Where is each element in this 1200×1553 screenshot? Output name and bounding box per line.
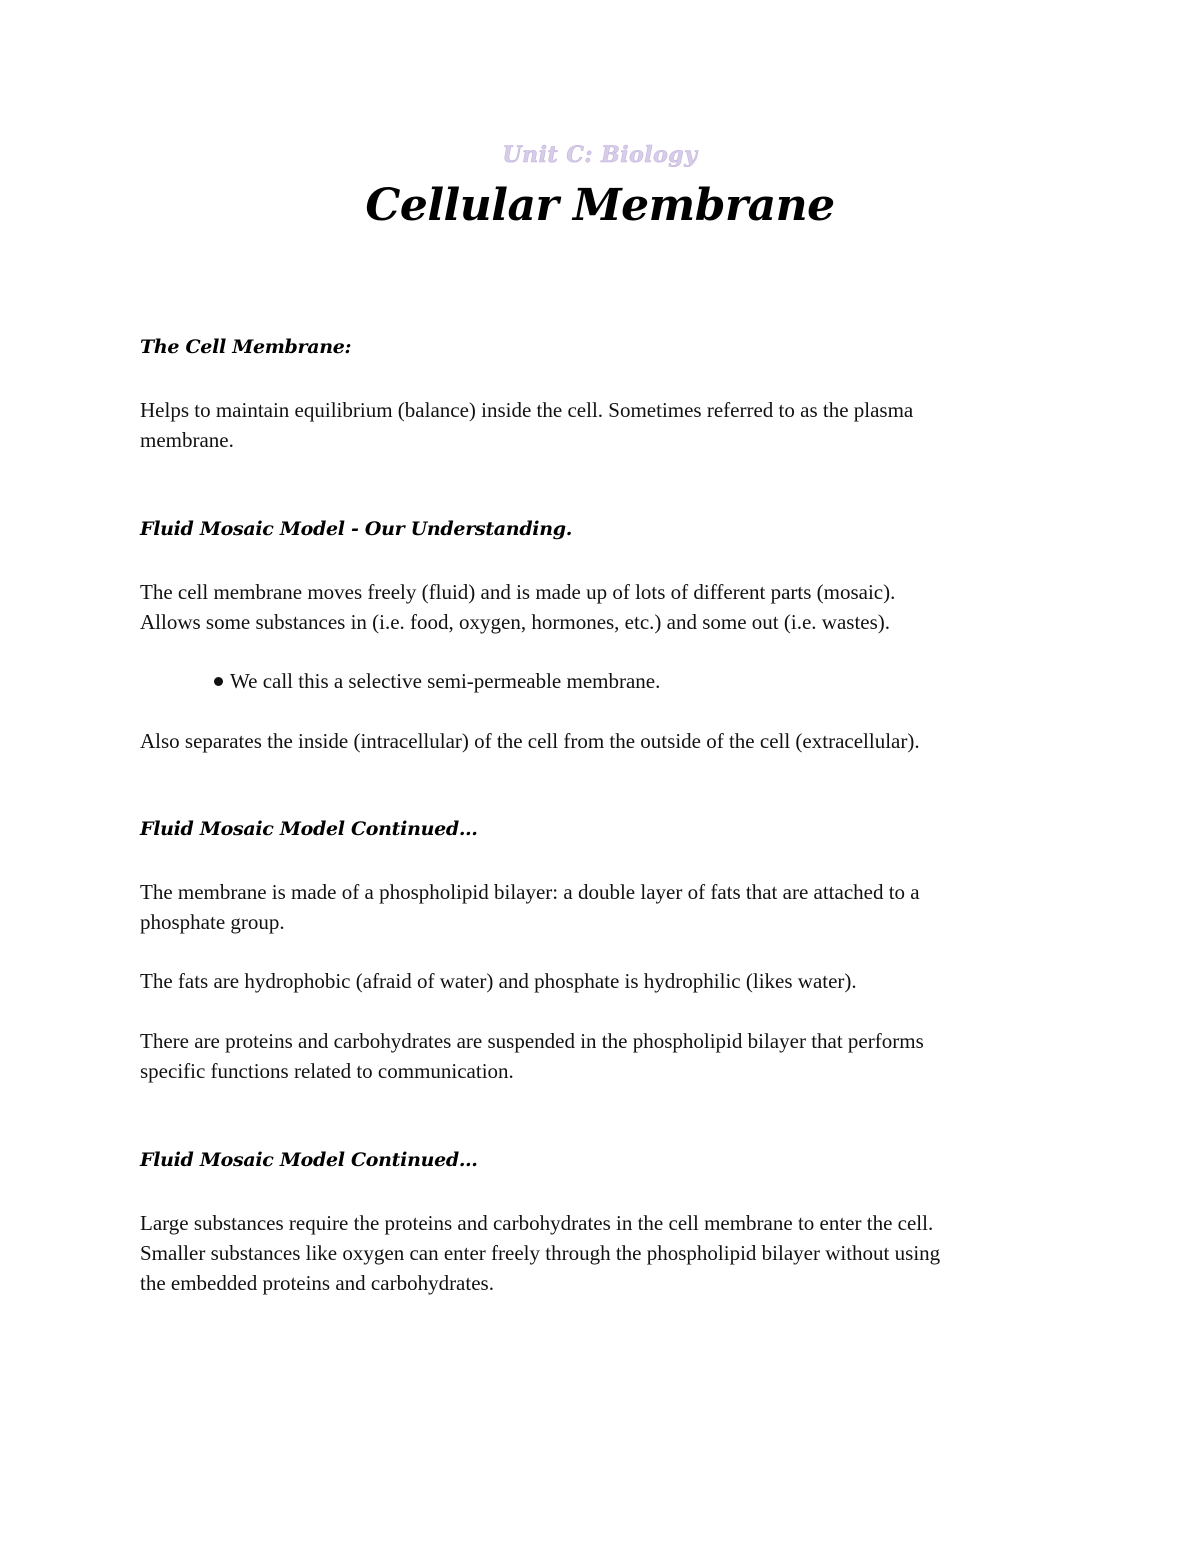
paragraph-line: Helps to maintain equilibrium (balance) inside the cell. Sometimes referred to as the plasma (140, 398, 914, 422)
paragraph-line: the embedded proteins and carbohydrates. (140, 1271, 494, 1295)
paragraph-separates (140, 726, 1070, 756)
paragraph-line: Also separates the inside (intracellular) of the cell from the outside of the cell (extracellular). (140, 729, 920, 753)
paragraph-hydrophobic (140, 966, 1070, 996)
bullet-text: We call this a selective semi-permeable membrane. (230, 669, 661, 693)
paragraph-line: Large substances require the proteins and carbohydrates in the cell membrane to enter the cell. (140, 1211, 934, 1235)
page-title: Cellular Membrane (365, 180, 835, 231)
paragraph-equilibrium (140, 395, 1070, 455)
paragraph-line: phosphate group. (140, 910, 285, 934)
unit-label: Unit C: Biology (502, 142, 698, 168)
paragraph-line: There are proteins and carbohydrates are suspended in the phospholipid bilayer that performs (140, 1029, 924, 1053)
section-heading-continued-2: Fluid Mosaic Model Continued… (140, 1149, 478, 1171)
paragraph-large-substances (140, 1208, 1070, 1298)
paragraph-line: Allows some substances in (i.e. food, oxygen, hormones, etc.) and some out (i.e. wastes). (140, 610, 891, 634)
section-heading-fluid-mosaic: Fluid Mosaic Model - Our Understanding. (140, 518, 573, 540)
paragraph-line: Smaller substances like oxygen can enter freely through the phospholipid bilayer without using (140, 1241, 941, 1265)
paragraph-line: The cell membrane moves freely (fluid) and is made up of lots of different parts (mosaic). (140, 580, 896, 604)
paragraph-moves-freely (140, 577, 1070, 637)
paragraph-proteins (140, 1026, 1070, 1086)
paragraph-bilayer (140, 877, 1070, 937)
section-heading-continued-1: Fluid Mosaic Model Continued… (140, 818, 478, 840)
bullet-item (214, 666, 660, 696)
paragraph-line: The fats are hydrophobic (afraid of water) and phosphate is hydrophilic (likes water). (140, 969, 857, 993)
paragraph-line: The membrane is made of a phospholipid bilayer: a double layer of fats that are attached to a (140, 880, 920, 904)
paragraph-line: specific functions related to communication. (140, 1059, 514, 1083)
section-heading-cell-membrane: The Cell Membrane: (140, 336, 352, 358)
paragraph-line: membrane. (140, 428, 234, 452)
bullet-dot-icon (214, 677, 223, 686)
